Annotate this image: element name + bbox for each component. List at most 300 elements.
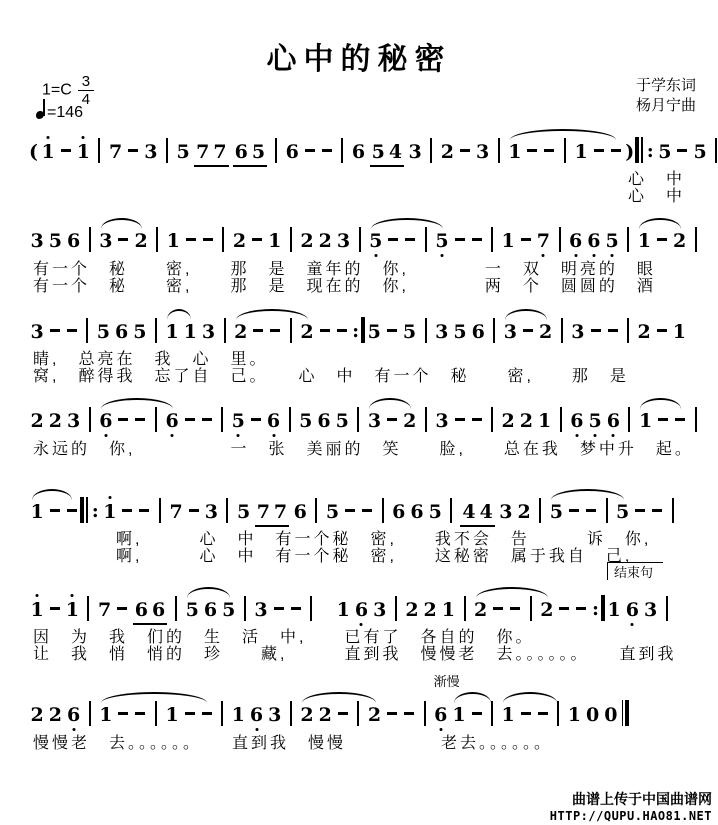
repeat-begin-barline (80, 501, 101, 523)
barline (695, 227, 697, 252)
note: 3 (30, 230, 44, 252)
note: 6 (471, 321, 485, 343)
note: 5 (371, 141, 385, 163)
duration-dash (305, 149, 315, 152)
note: 6 (285, 141, 299, 163)
barline (666, 596, 668, 621)
note: 7 (169, 501, 183, 523)
note: 5 (96, 321, 110, 343)
note: 6 (165, 406, 178, 436)
note: 6 (134, 599, 148, 621)
duration-dash (61, 149, 71, 152)
note: 1 (501, 230, 515, 252)
note-group (367, 226, 451, 256)
note: 6 (392, 501, 406, 523)
duration-dash (455, 238, 465, 241)
repeat-dots: : (646, 140, 654, 162)
note: 1 (183, 321, 197, 343)
note: 2 (30, 704, 44, 726)
note: 6 (626, 595, 639, 625)
note: 5 (232, 406, 245, 436)
note: 5 (605, 226, 618, 256)
barline (166, 138, 168, 163)
parenthesis: ) (625, 141, 635, 163)
parenthesis: ( (29, 141, 38, 163)
note: 2 (48, 410, 62, 432)
note-group (506, 137, 624, 167)
duration-dash (387, 329, 397, 332)
note: 3 (367, 410, 382, 432)
duration-dash (569, 509, 579, 512)
repeat-end-barline (350, 321, 365, 343)
lyrics-row: 睛, 总亮在 我 心 里。 (33, 351, 269, 368)
footer-site-name: 曲谱上传于中国曲谱网 (572, 791, 712, 807)
note: 2 (539, 321, 553, 343)
octave-dot-above (36, 594, 39, 597)
note: 5 (428, 501, 442, 523)
note: 3 (435, 410, 449, 432)
note: 6 (587, 226, 600, 256)
lyrics-row: 因 为 我 们的 生 活 中, 已有了 各自的 你。 (33, 629, 535, 646)
repeat-dots: : (352, 320, 360, 342)
note-group (97, 226, 150, 256)
beam-group (255, 501, 289, 527)
note-group (298, 700, 384, 730)
lyrics-row: 慢慢老 去。。。。。。 直到我 慢慢 老去。。。。。。 (33, 735, 554, 752)
barline (310, 596, 312, 621)
note: 3 (204, 501, 218, 523)
barline (715, 138, 717, 163)
note: 6 (293, 501, 307, 523)
octave-dot-below (575, 434, 578, 437)
duration-dash (67, 509, 77, 512)
note-group (555, 317, 689, 347)
notation-row (28, 406, 710, 436)
duration-dash (291, 607, 301, 610)
repeat-thin-bar (86, 497, 88, 523)
octave-dot-below (72, 728, 75, 731)
note-group (689, 226, 703, 256)
duration-dash (521, 238, 531, 241)
octave-dot-below (440, 254, 443, 257)
note: 3 (476, 141, 490, 163)
note: 5 (369, 226, 382, 256)
lyrics-row: 啊, 心 中 有一个秘 密, 我不会 告 诉 你, (116, 531, 652, 548)
barline (695, 407, 697, 432)
slur-arc (510, 129, 616, 140)
note: 1 (99, 704, 113, 726)
duration-dash (251, 418, 261, 421)
note: 2 (474, 599, 488, 621)
note: 2 (318, 704, 332, 726)
note: 6 (234, 141, 248, 163)
note: 5 (236, 501, 251, 523)
note: 1 (77, 137, 90, 167)
note: 5 (693, 141, 707, 163)
note: 5 (251, 141, 266, 163)
duration-dash (135, 712, 145, 715)
note: 1 (42, 137, 55, 167)
tempo-value: =146 (47, 104, 84, 121)
duration-dash (202, 712, 212, 715)
note: 6 (114, 321, 129, 343)
note-group (499, 700, 565, 730)
duration-dash (338, 712, 348, 715)
lyrics-row: 窝, 醉得我 忘了自 己。 心 中 有一个 秘 密, 那 是 (33, 368, 629, 385)
octave-dot-above (47, 136, 50, 139)
note: 5 (453, 321, 467, 343)
notation-row (28, 136, 710, 166)
octave-dot-above (82, 136, 85, 139)
lyrics-block (28, 351, 710, 385)
duration-dash (559, 607, 569, 610)
note: 3 (435, 321, 449, 343)
note: 6 (569, 226, 582, 256)
note: 2 (134, 230, 148, 252)
note: 6 (317, 410, 331, 432)
duration-dash (270, 329, 280, 332)
music-system (28, 496, 710, 565)
note-group (432, 674, 460, 730)
note: 7 (213, 141, 227, 163)
note-group (316, 316, 501, 347)
note: 1 (607, 599, 621, 621)
duration-dash (510, 607, 520, 610)
note: 3 (30, 321, 44, 343)
time-signature-numerator: 3 (78, 74, 94, 91)
duration-dash (658, 418, 668, 421)
octave-dot-below (237, 434, 240, 437)
note: 1 (452, 704, 466, 726)
duration-dash (50, 607, 60, 610)
duration-dash (50, 509, 60, 512)
note: 6 (99, 406, 112, 436)
duration-dash (576, 607, 586, 610)
lyrics-row: 心 中 (628, 171, 686, 188)
repeat-thick-bar (361, 317, 365, 343)
note: 3 (99, 230, 113, 252)
duration-dash (139, 509, 149, 512)
note: 6 (203, 599, 218, 621)
note: 6 (355, 595, 368, 625)
duration-dash (118, 238, 128, 241)
barline (559, 227, 561, 252)
repeat-thick-bar (80, 497, 84, 523)
duration-dash (117, 607, 127, 610)
lyrics-row: 永远的 你, 一 张 美丽的 笑 脸, 总在我 梦中升 起。 (33, 441, 694, 458)
duration-dash (189, 509, 199, 512)
notation-row (28, 674, 710, 730)
duration-dash (202, 418, 212, 421)
octave-dot-below (104, 434, 107, 437)
note: 5 (402, 321, 417, 343)
note: 2 (300, 230, 314, 252)
barline (424, 701, 426, 726)
barline (290, 227, 292, 252)
note-group (635, 226, 688, 256)
slur-arc (101, 692, 207, 703)
barline (244, 596, 246, 621)
duration-dash (252, 238, 262, 241)
note-group (150, 226, 366, 256)
lyricist-credit: 于学东词 (635, 77, 696, 94)
note: 1 (508, 141, 522, 163)
barline (491, 407, 493, 432)
duration-dash (337, 329, 347, 332)
barline (672, 498, 674, 523)
note-group (28, 700, 97, 730)
lyrics-block (28, 735, 710, 752)
duration-dash (122, 509, 132, 512)
final-barline (620, 704, 630, 726)
note: 6 (67, 700, 80, 730)
note: 5 (176, 141, 190, 163)
barline (425, 227, 427, 252)
note: 5 (335, 410, 349, 432)
duration-dash (586, 509, 596, 512)
note: 1 (672, 321, 686, 343)
footer-site-url: HTTP://QUPU.HAO81.NET (549, 809, 712, 823)
note: 1 (165, 704, 179, 726)
note-group (97, 406, 181, 436)
note: 2 (519, 410, 534, 432)
beam-group (194, 141, 228, 167)
repeat-end-barline (590, 599, 605, 621)
note: 6 (250, 700, 263, 730)
barline (359, 227, 361, 252)
note: 1 (103, 497, 116, 527)
note: 5 (299, 410, 313, 432)
note: 3 (268, 704, 282, 726)
octave-dot-above (108, 496, 111, 499)
lyrics-row: 啊, 心 中 有一个秘 密, 这秘密 属于我自 己, (116, 548, 633, 565)
duration-dash (404, 712, 414, 715)
barline (341, 138, 343, 163)
duration-dash (118, 712, 128, 715)
barline (289, 407, 291, 432)
duration-dash (253, 329, 263, 332)
duration-dash (362, 509, 372, 512)
duration-dash (186, 238, 196, 241)
barline (491, 701, 493, 726)
octave-dot-below (574, 254, 577, 257)
music-system (28, 226, 710, 295)
repeat-dots: : (91, 500, 99, 522)
note: 1 (567, 704, 582, 726)
music-system (28, 136, 710, 205)
barline (159, 498, 161, 523)
duration-dash (118, 418, 128, 421)
barline (627, 227, 629, 252)
note-group (384, 700, 432, 730)
note: 6 (66, 230, 81, 252)
duration-dash (67, 329, 77, 332)
note: 3 (144, 141, 158, 163)
note-group (365, 406, 418, 436)
note-group (80, 496, 547, 527)
duration-dash (345, 509, 355, 512)
note-group (238, 595, 472, 625)
barline (275, 138, 277, 163)
octave-dot-above (71, 594, 74, 597)
barline (628, 407, 630, 432)
note: 6 (267, 406, 280, 436)
note: 1 (268, 230, 282, 252)
duration-dash (135, 418, 145, 421)
octave-dot-below (272, 434, 275, 437)
note: 7 (97, 599, 112, 621)
repeat-thin-bar (641, 137, 643, 163)
note-group (632, 497, 680, 527)
duration-dash (521, 712, 531, 715)
duration-dash (274, 607, 284, 610)
note: 3 (66, 410, 81, 432)
note-group (28, 497, 80, 527)
note: 0 (604, 704, 618, 726)
note: 1 (441, 599, 456, 621)
key-label: 1=C (42, 81, 72, 99)
note: 2 (318, 230, 332, 252)
notation-row (28, 316, 710, 346)
barline (155, 318, 157, 343)
notation-row (28, 565, 710, 624)
note: 7 (537, 226, 550, 256)
duration-dash (657, 238, 667, 241)
note: 5 (325, 501, 340, 523)
duration-dash (523, 329, 533, 332)
barline (89, 407, 91, 432)
note-group (547, 497, 631, 527)
note-group (28, 595, 183, 625)
note: 2 (30, 410, 44, 432)
note: 3 (254, 599, 268, 621)
barline (87, 596, 89, 621)
note: 2 (48, 704, 62, 726)
barline (425, 407, 427, 432)
barline (430, 138, 432, 163)
note: 1 (66, 595, 79, 625)
barline (357, 701, 359, 726)
barline (175, 596, 177, 621)
barline (493, 318, 495, 343)
note: 7 (256, 501, 270, 523)
note-group (451, 226, 635, 256)
note: 5 (549, 501, 563, 523)
note: 6 (434, 700, 447, 730)
lyrics-row: 让 我 悄 悄的 珍 藏, 直到我 慢慢老 去。。。。。。 直到我 (33, 646, 677, 663)
barline (491, 227, 493, 252)
note-group (624, 136, 718, 167)
duration-dash (538, 712, 548, 715)
note: 5 (658, 141, 672, 163)
note-group (28, 137, 506, 167)
note: 3 (408, 141, 422, 163)
barline (561, 318, 563, 343)
barline (539, 498, 541, 523)
note-group (450, 700, 499, 730)
lyrics-block (28, 441, 710, 458)
note: 1 (166, 230, 180, 252)
duration-dash (657, 329, 667, 332)
barline (357, 407, 359, 432)
barline (395, 596, 397, 621)
note: 2 (403, 410, 417, 432)
duration-dash (322, 149, 332, 152)
octave-dot-below (374, 254, 377, 257)
barline (315, 498, 317, 523)
note-group (605, 565, 674, 625)
barline (498, 138, 500, 163)
barline (221, 701, 223, 726)
barline (557, 701, 559, 726)
note: 7 (108, 141, 123, 163)
note-group (636, 406, 688, 436)
duration-dash (320, 329, 330, 332)
note: 4 (388, 141, 403, 163)
note: 2 (440, 141, 455, 163)
duration-dash (50, 329, 60, 332)
note: 1 (231, 704, 245, 726)
lyrics-block (28, 261, 710, 295)
note-group (163, 317, 199, 347)
note: 3 (571, 321, 585, 343)
lyrics-block (28, 629, 710, 663)
octave-dot-below (611, 254, 614, 257)
note: 2 (232, 230, 247, 252)
duration-dash (405, 238, 415, 241)
octave-dot-below (542, 254, 545, 257)
duration-dash (591, 329, 601, 332)
note: 5 (616, 501, 630, 523)
duration-dash (611, 149, 621, 152)
repeat-thick-bar (635, 137, 639, 163)
duration-dash (203, 238, 213, 241)
note: 1 (336, 599, 350, 621)
note: 5 (133, 321, 147, 343)
duration-dash (493, 607, 503, 610)
note: 3 (201, 321, 216, 343)
duration-dash (460, 149, 470, 152)
barline (564, 138, 566, 163)
note: 2 (367, 704, 382, 726)
note-group (501, 317, 554, 347)
duration-dash (594, 149, 604, 152)
note: 0 (586, 704, 600, 726)
duration-dash (675, 418, 685, 421)
note-group (183, 595, 238, 625)
octave-dot-below (360, 623, 363, 626)
note: 6 (570, 406, 583, 436)
duration-dash (677, 149, 687, 152)
note-group (28, 226, 97, 256)
octave-dot-below (439, 728, 442, 731)
barline (98, 138, 100, 163)
duration-dash (652, 509, 662, 512)
note: 6 (607, 406, 620, 436)
note: 3 (336, 230, 351, 252)
beam-group (133, 599, 167, 625)
octave-dot-below (171, 434, 174, 437)
lyrics-row: 有一个 秘 密, 那 是 现在的 你, 两 个 圆圆的 酒 (33, 278, 656, 295)
barline (86, 318, 88, 343)
barline (382, 498, 384, 523)
duration-dash (527, 149, 537, 152)
duration-dash (472, 418, 482, 421)
note: 6 (151, 599, 166, 621)
note: 1 (637, 230, 651, 252)
note: 3 (643, 599, 658, 621)
barline (425, 318, 427, 343)
